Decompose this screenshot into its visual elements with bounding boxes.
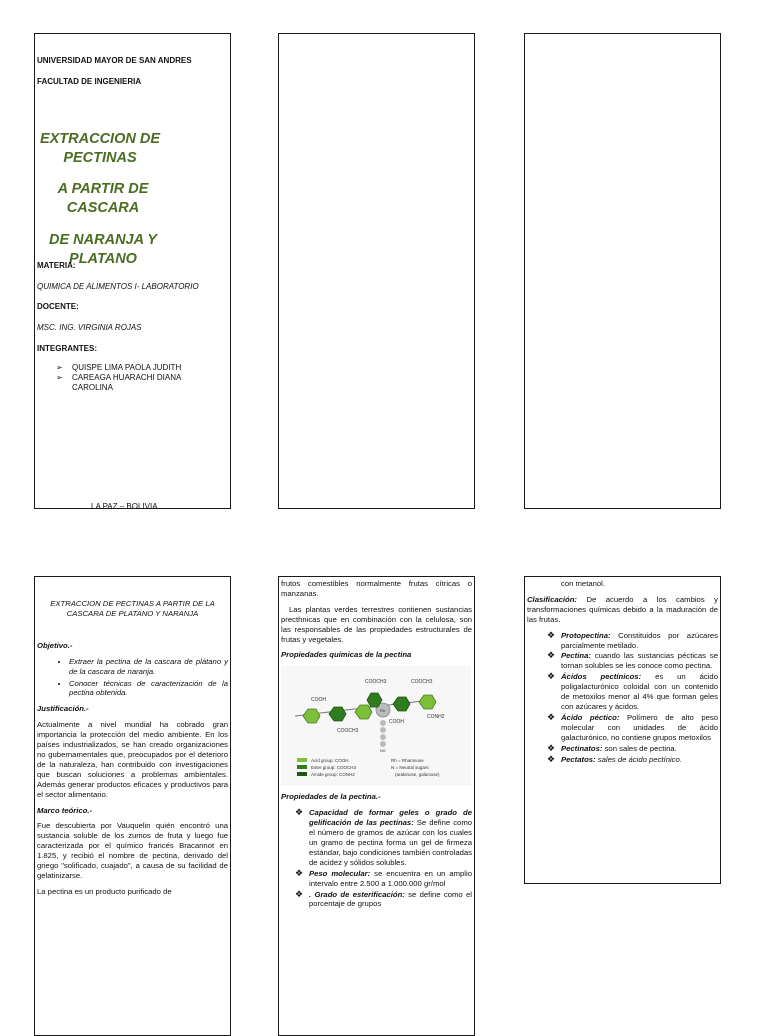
prop-item: ❖ Capacidad de formar geles o grado de gelificación de las pectinas: Se define como el número de gramos de azúcar con los cuales un gramo de pectina forma un gel de firmeza estándar, bajo condiciones también controladas de acidez y sólidos solubles. (295, 807, 472, 867)
diamond-bullet-icon: ❖ (547, 753, 556, 764)
diamond-bullet-icon: ❖ (547, 629, 556, 640)
faculty-name: FACULTAD DE INGENIERIA (37, 77, 142, 86)
integrantes-list (56, 363, 221, 393)
prop-item: ❖ Peso molecular: se encuentra en un amplio intervalo entre 2.500 a 1.000.000 gr/mol (295, 867, 472, 888)
clasif-item: ❖ Pectinatos: son sales de pectina. (547, 742, 677, 753)
plants-paragraph: Las plantas verdes terrestres contienen sustancias precthnicas que en combinación con la celulosa, son las responsables de las propiedades estructurales de frutas y vegetales. (281, 604, 472, 644)
legend-neutral: N = Neutral sugars (391, 765, 429, 771)
pectin-structure-figure (281, 666, 471, 786)
neutral-sugar-4 (380, 741, 386, 747)
arrow-bullet-icon: ➢ (56, 363, 63, 372)
clasif-item: ❖ Ácido péctico: Polímero de alto peso molecular con unidades de ácido galacturónico, no contiene grupos metoxilos (547, 711, 718, 742)
neutral-sugar-1 (380, 720, 386, 726)
diamond-bullet-icon: ❖ (547, 650, 556, 661)
objetivo-item: • Extraer la pectina de la cascara de plátano y de la cascara de naranja. (69, 657, 228, 677)
city-label: LA PAZ – BOLIVIA (91, 502, 158, 509)
docente-value: MSC. ING. VIRGINIA ROJAS (37, 323, 142, 332)
diamond-bullet-icon: ❖ (547, 671, 556, 682)
content-page-5 (278, 576, 475, 1036)
blank-page-3 (524, 33, 721, 509)
quimicas-heading: Propiedades químicas de la pectina (281, 650, 412, 660)
clasificacion-paragraph: Clasificación: De acuerdo a los cambios y transformaciones químicas debido a la maduración de las frutas. (527, 594, 718, 624)
legend-ester: Ester group: COOCH3 (311, 765, 357, 771)
content-page-4 (34, 576, 231, 1036)
content-page-6 (524, 576, 721, 884)
prop-item: ❖ . Grado de esterificación: se define como el porcentaje de grupos (295, 888, 473, 909)
integrantes-label: INTEGRANTES: (37, 344, 97, 353)
integrante-item: ➢ QUISPE LIMA PAOLA JUDITH (56, 363, 182, 372)
materia-value: QUIMICA DE ALIMENTOS I- LABORATORIO (37, 282, 199, 291)
legend-acid: Acid group: COOH (311, 758, 349, 764)
label-ns: NS (380, 748, 386, 754)
justificacion-text: Actualmente a nivel mundial ha cobrado gran importancia la protección del medio ambiente. En los países industrializados, se han creado organizaciones no gubernamentales que, preocupados por el deterioro de la naturaleza, han contribuido con investigaciones que buscan soluciones a problemas ambientales. Además generar productos eficaces y productivos para el sector alimentario. (37, 720, 228, 799)
legend-neutral-detail: (arabinose, galactose) (395, 772, 440, 778)
legend-rh: Rh = Rhamnose (391, 758, 424, 764)
label-cooch3-3: COOCH3 (337, 728, 359, 735)
neutral-sugar-3 (380, 734, 386, 740)
metanol-text: con metanol. (561, 579, 606, 588)
clasificacion-list (527, 631, 718, 765)
intro-text: frutos comestibles normalmente frutas cítricas o manzanas. (281, 579, 472, 598)
label-cooch3-1: COOCH3 (365, 679, 387, 686)
arrow-bullet-icon: ➢ (56, 373, 63, 382)
document-title: EXTRACCION DE PECTINAS A PARTIR DE LA CASCARA DE PLATANO Y NARANJA (50, 599, 215, 618)
integrante-item: ➢ CAREAGA HUARACHI DIANA CAROLINA (56, 373, 181, 392)
objetivo-item: • Conocer técnicas de caracterización de la pectina obtenida. (69, 679, 228, 699)
diamond-bullet-icon: ❖ (547, 711, 556, 722)
diamond-bullet-icon: ❖ (547, 742, 556, 753)
clasif-item: ❖ Protopectina: Constituidos por azúcares parcialmente metilado. (547, 629, 718, 650)
materia-label: MATERIA: (37, 261, 76, 270)
legend-acid-swatch (297, 758, 307, 762)
marco-text: Fue descubierta por Vauquelin quién encontró una sustancia soluble de los zumos de fruta y luego fue caracterizada por el químico francés Bracannot en 1.825, y recibió el nombre de pectina, derivado del griego "solificado, cuajado", a causa de su facilidad de gelatinizarse. (37, 821, 228, 880)
clasif-item: ❖ Ácidos pectínicos: es un ácido poligalacturónico coloidal con un contenido de metoxilos menor al 4% que forman geles con azúcares y ácidos. (547, 671, 718, 711)
legend-ester-swatch (297, 765, 307, 769)
pectina-text: La pectina es un producto purificado de (37, 886, 172, 896)
legend-amide-swatch (297, 772, 307, 776)
justificacion-heading: Justificación.- (37, 704, 89, 714)
label-cooh-1: COOH (311, 697, 326, 704)
blank-page-2 (278, 33, 475, 509)
props-list (281, 808, 472, 909)
cover-page (34, 33, 231, 509)
neutral-sugar-2 (380, 727, 386, 733)
objetivos-list (37, 657, 228, 699)
props-heading: Propiedades de la pectina.- (281, 792, 381, 802)
label-rh: Rh (380, 708, 386, 714)
title-line-3: DE NARANJA Y PLATANO (49, 232, 157, 267)
diamond-bullet-icon: ❖ (295, 807, 304, 818)
objetivo-heading: Objetivo.- (37, 640, 73, 650)
title-line-1: EXTRACCION DE PECTINAS (39, 131, 161, 166)
diamond-bullet-icon: ❖ (295, 867, 304, 878)
title-line-2: A PARTIR DE CASCARA (57, 181, 149, 216)
diamond-bullet-icon: ❖ (295, 888, 304, 899)
marco-heading: Marco teórico.- (37, 805, 93, 815)
clasif-item: ❖ Pectina: cuando las sustancias pécticas se tornan solubles se les conoce como pectina. (547, 650, 718, 671)
label-cooh-2: COOH (389, 719, 404, 726)
clasif-item: ❖ Pectatos: sales de ácido pectínico. (547, 753, 682, 764)
docente-label: DOCENTE: (37, 302, 79, 311)
label-conh2: CONH2 (427, 714, 445, 721)
legend-amide: Amide group: CONH2 (311, 772, 355, 778)
university-name: UNIVERSIDAD MAYOR DE SAN ANDRES (37, 56, 192, 65)
label-cooch3-2: COOCH3 (411, 679, 433, 686)
